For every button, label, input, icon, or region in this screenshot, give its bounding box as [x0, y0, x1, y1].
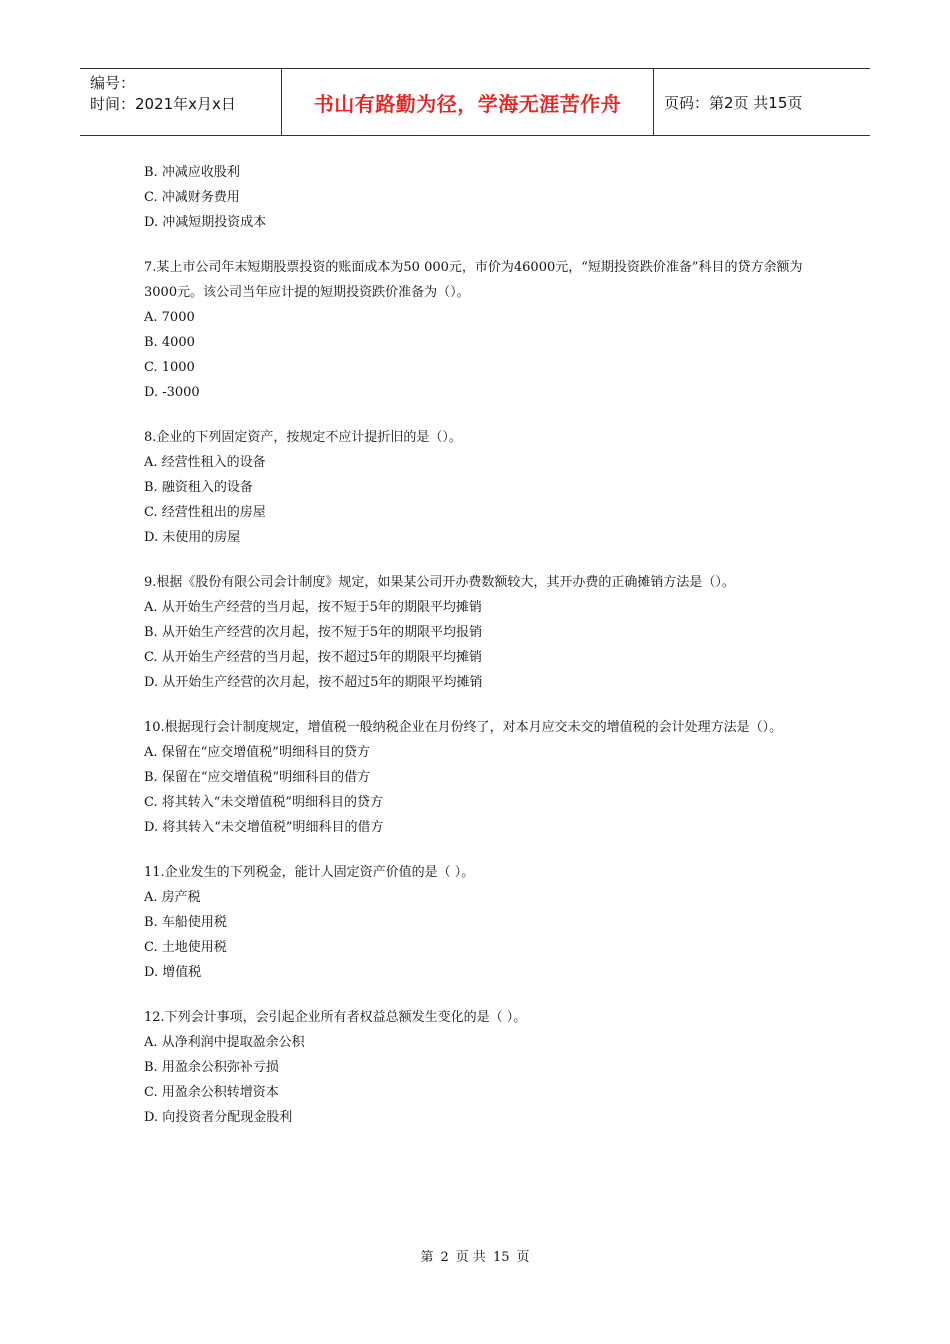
question-12 [144, 1005, 804, 1130]
option-item: C. 冲减财务费用 [144, 190, 240, 205]
question-10 [144, 715, 804, 840]
option-item: A. 房产税 [144, 890, 201, 905]
option-item: D. 从开始生产经营的次月起，按不超过5年的期限平均摊销 [144, 675, 483, 690]
option-item: B. 冲减应收股利 [144, 165, 240, 180]
option-item: B. 保留在“应交增值税”明细科目的借方 [144, 770, 371, 785]
footer-page-number: 2 [440, 1250, 449, 1265]
footer-suffix: 页 [516, 1250, 530, 1265]
option-item: C. 经营性租出的房屋 [144, 505, 266, 520]
option-item: A. 保留在“应交增值税”明细科目的贷方 [144, 745, 370, 760]
option-item: B. 融资租入的设备 [144, 480, 253, 495]
footer-prefix: 第 [420, 1250, 434, 1265]
option-item: C. 土地使用税 [144, 940, 227, 955]
header-page-info: 页码：第2页 共15页 [664, 93, 803, 112]
option-item: D. 将其转入“未交增值税”明细科目的借方 [144, 820, 384, 835]
question-11 [144, 860, 804, 985]
top-options [144, 160, 804, 235]
footer-mid: 页 共 [455, 1250, 486, 1265]
question-7 [144, 255, 804, 405]
option-item: B. 车船使用税 [144, 915, 227, 930]
option-item: B. 从开始生产经营的次月起，按不短于5年的期限平均报销 [144, 625, 483, 640]
page-header [80, 68, 870, 136]
question-text: 10.根据现行会计制度规定，增值税一般纳税企业在月份终了，对本月应交未交的增值税的会计处理方法是（）。 [144, 720, 783, 735]
option-item: B. 用盈余公积弥补亏损 [144, 1060, 279, 1075]
option-item: C. 1000 [144, 360, 195, 375]
option-item: C. 用盈余公积转增资本 [144, 1085, 279, 1100]
option-item: C. 从开始生产经营的当月起，按不超过5年的期限平均摊销 [144, 650, 483, 665]
question-text: 11.企业发生的下列税金，能计人固定资产价值的是（ ）。 [144, 865, 475, 880]
option-item: A. 从开始生产经营的当月起，按不短于5年的期限平均摊销 [144, 600, 482, 615]
footer-page-total: 15 [492, 1250, 510, 1265]
option-item: D. 冲减短期投资成本 [144, 215, 267, 230]
question-text: 8.企业的下列固定资产，按规定不应计提折旧的是（）。 [144, 430, 462, 445]
question-text: 7.某上市公司年末短期股票投资的账面成本为50 000元，市价为46000元，“短期投资跌价准备”科目的贷方余额为3000元。该公司当年应计提的短期投资跌价准备为（）。 [144, 260, 803, 300]
option-item: A. 从净利润中提取盈余公积 [144, 1035, 305, 1050]
option-item: D. 向投资者分配现金股利 [144, 1110, 293, 1125]
header-motto: 书山有路勤为径，学海无涯苦作舟 [282, 69, 654, 135]
question-text: 9.根据《股份有限公司会计制度》规定，如果某公司开办费数额较大，其开办费的正确摊销方法是（）。 [144, 575, 735, 590]
document-body [144, 160, 804, 1130]
option-item: C. 将其转入“未交增值税”明细科目的贷方 [144, 795, 384, 810]
code-label: 编号： [90, 74, 136, 92]
question-9 [144, 570, 804, 695]
question-text: 12.下列会计事项，会引起企业所有者权益总额发生变化的是（ ）。 [144, 1010, 527, 1025]
time-label: 时间：2021年x月x日 [90, 95, 236, 113]
option-item: B. 4000 [144, 335, 195, 350]
option-item: A. 7000 [144, 310, 195, 325]
option-item: A. 经营性租入的设备 [144, 455, 266, 470]
option-item: D. 未使用的房屋 [144, 530, 241, 545]
option-item: D. -3000 [144, 385, 200, 400]
option-item: D. 增值税 [144, 965, 202, 980]
page-footer [0, 1246, 950, 1265]
question-8 [144, 425, 804, 550]
header-meta [80, 69, 282, 135]
